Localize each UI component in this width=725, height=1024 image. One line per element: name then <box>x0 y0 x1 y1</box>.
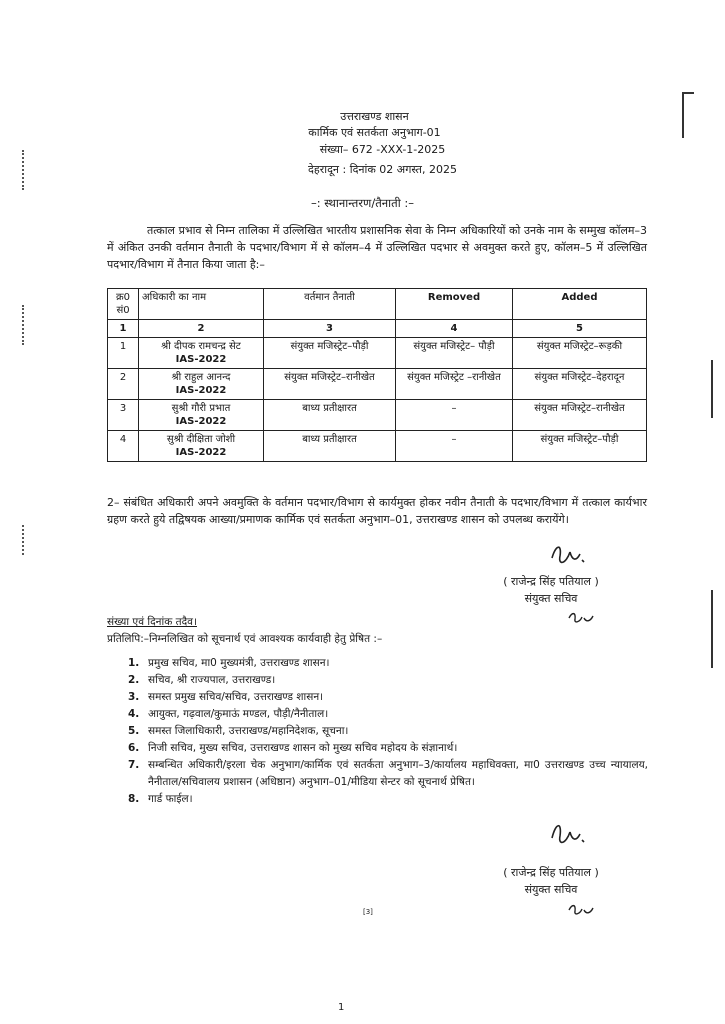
punch-hole-dots <box>22 525 27 555</box>
column-number: 2 <box>139 320 264 338</box>
page-number: 1 <box>338 1002 345 1013</box>
signature-scribble <box>546 818 592 850</box>
serial-number: 2 <box>108 369 139 400</box>
list-text: निजी सचिव, मुख्य सचिव, उत्तराखण्ड शासन को मुख्य सचिव महोदय के संज्ञानार्थ। <box>148 742 458 754</box>
page-marker: [3] <box>363 908 373 916</box>
list-text: समस्त जिलाधिकारी, उत्तराखण्ड/महानिदेशक, सूचना। <box>148 725 349 737</box>
transfer-table <box>107 288 647 462</box>
list-item <box>128 689 648 706</box>
signatory-name: ( राजेन्द्र सिंह पतियाल ) <box>503 866 599 879</box>
paragraph-2: 2– संबंधित अधिकारी अपने अवमुक्ति के वर्तमान पदभार/विभाग से कार्यमुक्त होकर नवीन तैनाती के पदभार/विभाग में तत्काल कार्यभार ग्रहण करते हुये तद्विषयक आख्या/प्रमाणक कार्मिक एवं सतर्कता अनुभाग–01, उत्तराखण्ड शासन को उपलब्ध करायेंगे। <box>107 496 647 526</box>
officer-name: श्री राहुल आनन्द <box>171 372 231 383</box>
current-posting: संयुक्त मजिस्ट्रेट–पौड़ी <box>264 338 396 369</box>
list-item <box>128 706 648 723</box>
serial-number: 1 <box>108 338 139 369</box>
list-text: सचिव, श्री राज्यपाल, उत्तराखण्ड। <box>148 674 276 686</box>
officer-name: सुश्री गौरी प्रभात <box>171 403 231 414</box>
column-number: 1 <box>108 320 139 338</box>
removed-posting: – <box>396 431 513 462</box>
punch-hole-dots <box>22 305 27 345</box>
signatory-designation: संयुक्त सचिव <box>524 592 578 605</box>
list-number: 5. <box>128 725 140 737</box>
list-item <box>128 791 648 808</box>
table-row <box>108 338 647 369</box>
list-number: 7. <box>128 759 140 771</box>
column-number: 4 <box>396 320 513 338</box>
added-posting: संयुक्त मजिस्ट्रेट–देहरादून <box>513 369 647 400</box>
department-name: कार्मिक एवं सतर्कता अनुभाग-01 <box>308 126 441 139</box>
intro-paragraph: तत्काल प्रभाव से निम्न तालिका में उल्लिखित भारतीय प्रशासनिक सेवा के निम्न अधिकारियों को उनके नाम के सम्मुख कॉलम–3 में अंकित उनकी वर्तमान तैनाती के पदभार/विभाग में से कॉलम–4 में उल्लिखित पदभार से अवमुक्त करते हुए, कॉलम–5 में उल्लिखित पदभार/विभाग में तैनात किया जाता है:– <box>107 224 647 271</box>
serial-number: 4 <box>108 431 139 462</box>
signatory-designation: संयुक्त सचिव <box>524 883 578 896</box>
list-text: समस्त प्रमुख सचिव/सचिव, उत्तराखण्ड शासन। <box>148 691 324 703</box>
serial-number: 3 <box>108 400 139 431</box>
current-posting: बाध्य प्रतीक्षारत <box>264 400 396 431</box>
removed-posting: – <box>396 400 513 431</box>
officer-name-cell <box>139 400 264 431</box>
column-number-row <box>108 320 647 338</box>
scan-edge-mark <box>682 92 694 94</box>
officer-name: सुश्री दीक्षिता जोशी <box>166 434 236 445</box>
table-header-row <box>108 289 647 320</box>
column-number: 5 <box>513 320 647 338</box>
added-posting: संयुक्त मजिस्ट्रेट–पौड़ी <box>513 431 647 462</box>
officer-name-cell <box>139 431 264 462</box>
list-text: प्रमुख सचिव, मा0 मुख्यमंत्री, उत्तराखण्ड शासन। <box>148 657 330 669</box>
list-item <box>128 740 648 757</box>
list-text: गार्ड फाईल। <box>148 793 193 805</box>
list-item <box>128 723 648 740</box>
removed-posting: संयुक्त मजिस्ट्रेट– पौड़ी <box>396 338 513 369</box>
officer-batch: IAS-2022 <box>175 354 227 365</box>
signatory-name: ( राजेन्द्र सिंह पतियाल ) <box>503 575 599 588</box>
removed-posting: संयुक्त मजिस्ट्रेट –रानीखेत <box>396 369 513 400</box>
officer-name: श्री दीपक रामचन्द्र सेट <box>161 341 241 352</box>
copy-intro: प्रतिलिपि:–निम्नलिखित को सूचनार्थ एवं आवश्यक कार्यवाही हेतु प्रेषित :– <box>107 633 383 645</box>
added-posting: संयुक्त मजिस्ट्रेट–रानीखेत <box>513 400 647 431</box>
officer-batch: IAS-2022 <box>175 447 227 458</box>
list-number: 8. <box>128 793 140 805</box>
officer-batch: IAS-2022 <box>175 385 227 396</box>
signature-scribble <box>546 540 592 570</box>
current-posting: बाध्य प्रतीक्षारत <box>264 431 396 462</box>
list-item <box>128 655 648 672</box>
table-header-cell: वर्तमान तैनाती <box>264 289 396 320</box>
table-row <box>108 369 647 400</box>
added-posting: संयुक्त मजिस्ट्रेट–रूड़की <box>513 338 647 369</box>
table-row <box>108 400 647 431</box>
list-number: 6. <box>128 742 140 754</box>
initials-scribble <box>566 610 596 626</box>
table-header-cell: Added <box>513 289 647 320</box>
officer-name-cell <box>139 338 264 369</box>
officer-name-cell <box>139 369 264 400</box>
list-number: 4. <box>128 708 140 720</box>
table-header-cell: Removed <box>396 289 513 320</box>
column-number: 3 <box>264 320 396 338</box>
order-number: संख्या– 672 -XXX-1-2025 <box>319 143 446 156</box>
table-row <box>108 431 647 462</box>
order-date: देहरादून : दिनांक 02 अगस्त, 2025 <box>308 163 457 176</box>
list-text: सम्बन्धित अधिकारी/इरला चेक अनुभाग/कार्मिक एवं सतर्कता अनुभाग–3/कार्यालय महाधिवक्ता, मा0 उत्तराखण्ड उच्च न्यायालय, नैनीताल/सचिवालय प्रशासन (अधिष्ठान) अनुभाग–01/मीडिया सेन्टर को सूचनार्थ प्रेषित। <box>148 759 648 788</box>
officer-batch: IAS-2022 <box>175 416 227 427</box>
scan-edge-mark <box>711 590 713 668</box>
table-header-cell: अधिकारी का नाम <box>139 289 264 320</box>
list-item <box>128 672 648 689</box>
list-number: 3. <box>128 691 140 703</box>
table-header-cell: क्र0 सं0 <box>108 289 139 320</box>
current-posting: संयुक्त मजिस्ट्रेट–रानीखेत <box>264 369 396 400</box>
subject-line: –: स्थानान्तरण/तैनाती :– <box>311 196 414 210</box>
scan-edge-mark <box>711 360 713 418</box>
list-number: 2. <box>128 674 140 686</box>
list-text: आयुक्त, गढ़वाल/कुमाऊं मण्डल, पौड़ी/नैनीताल। <box>148 708 329 720</box>
initials-scribble <box>566 902 596 918</box>
govt-title: उत्तराखण्ड शासन <box>340 110 409 123</box>
copy-list <box>128 655 648 808</box>
list-item <box>128 757 648 791</box>
list-number: 1. <box>128 657 140 669</box>
copy-heading: संख्या एवं दिनांक तदैव। <box>107 616 197 628</box>
